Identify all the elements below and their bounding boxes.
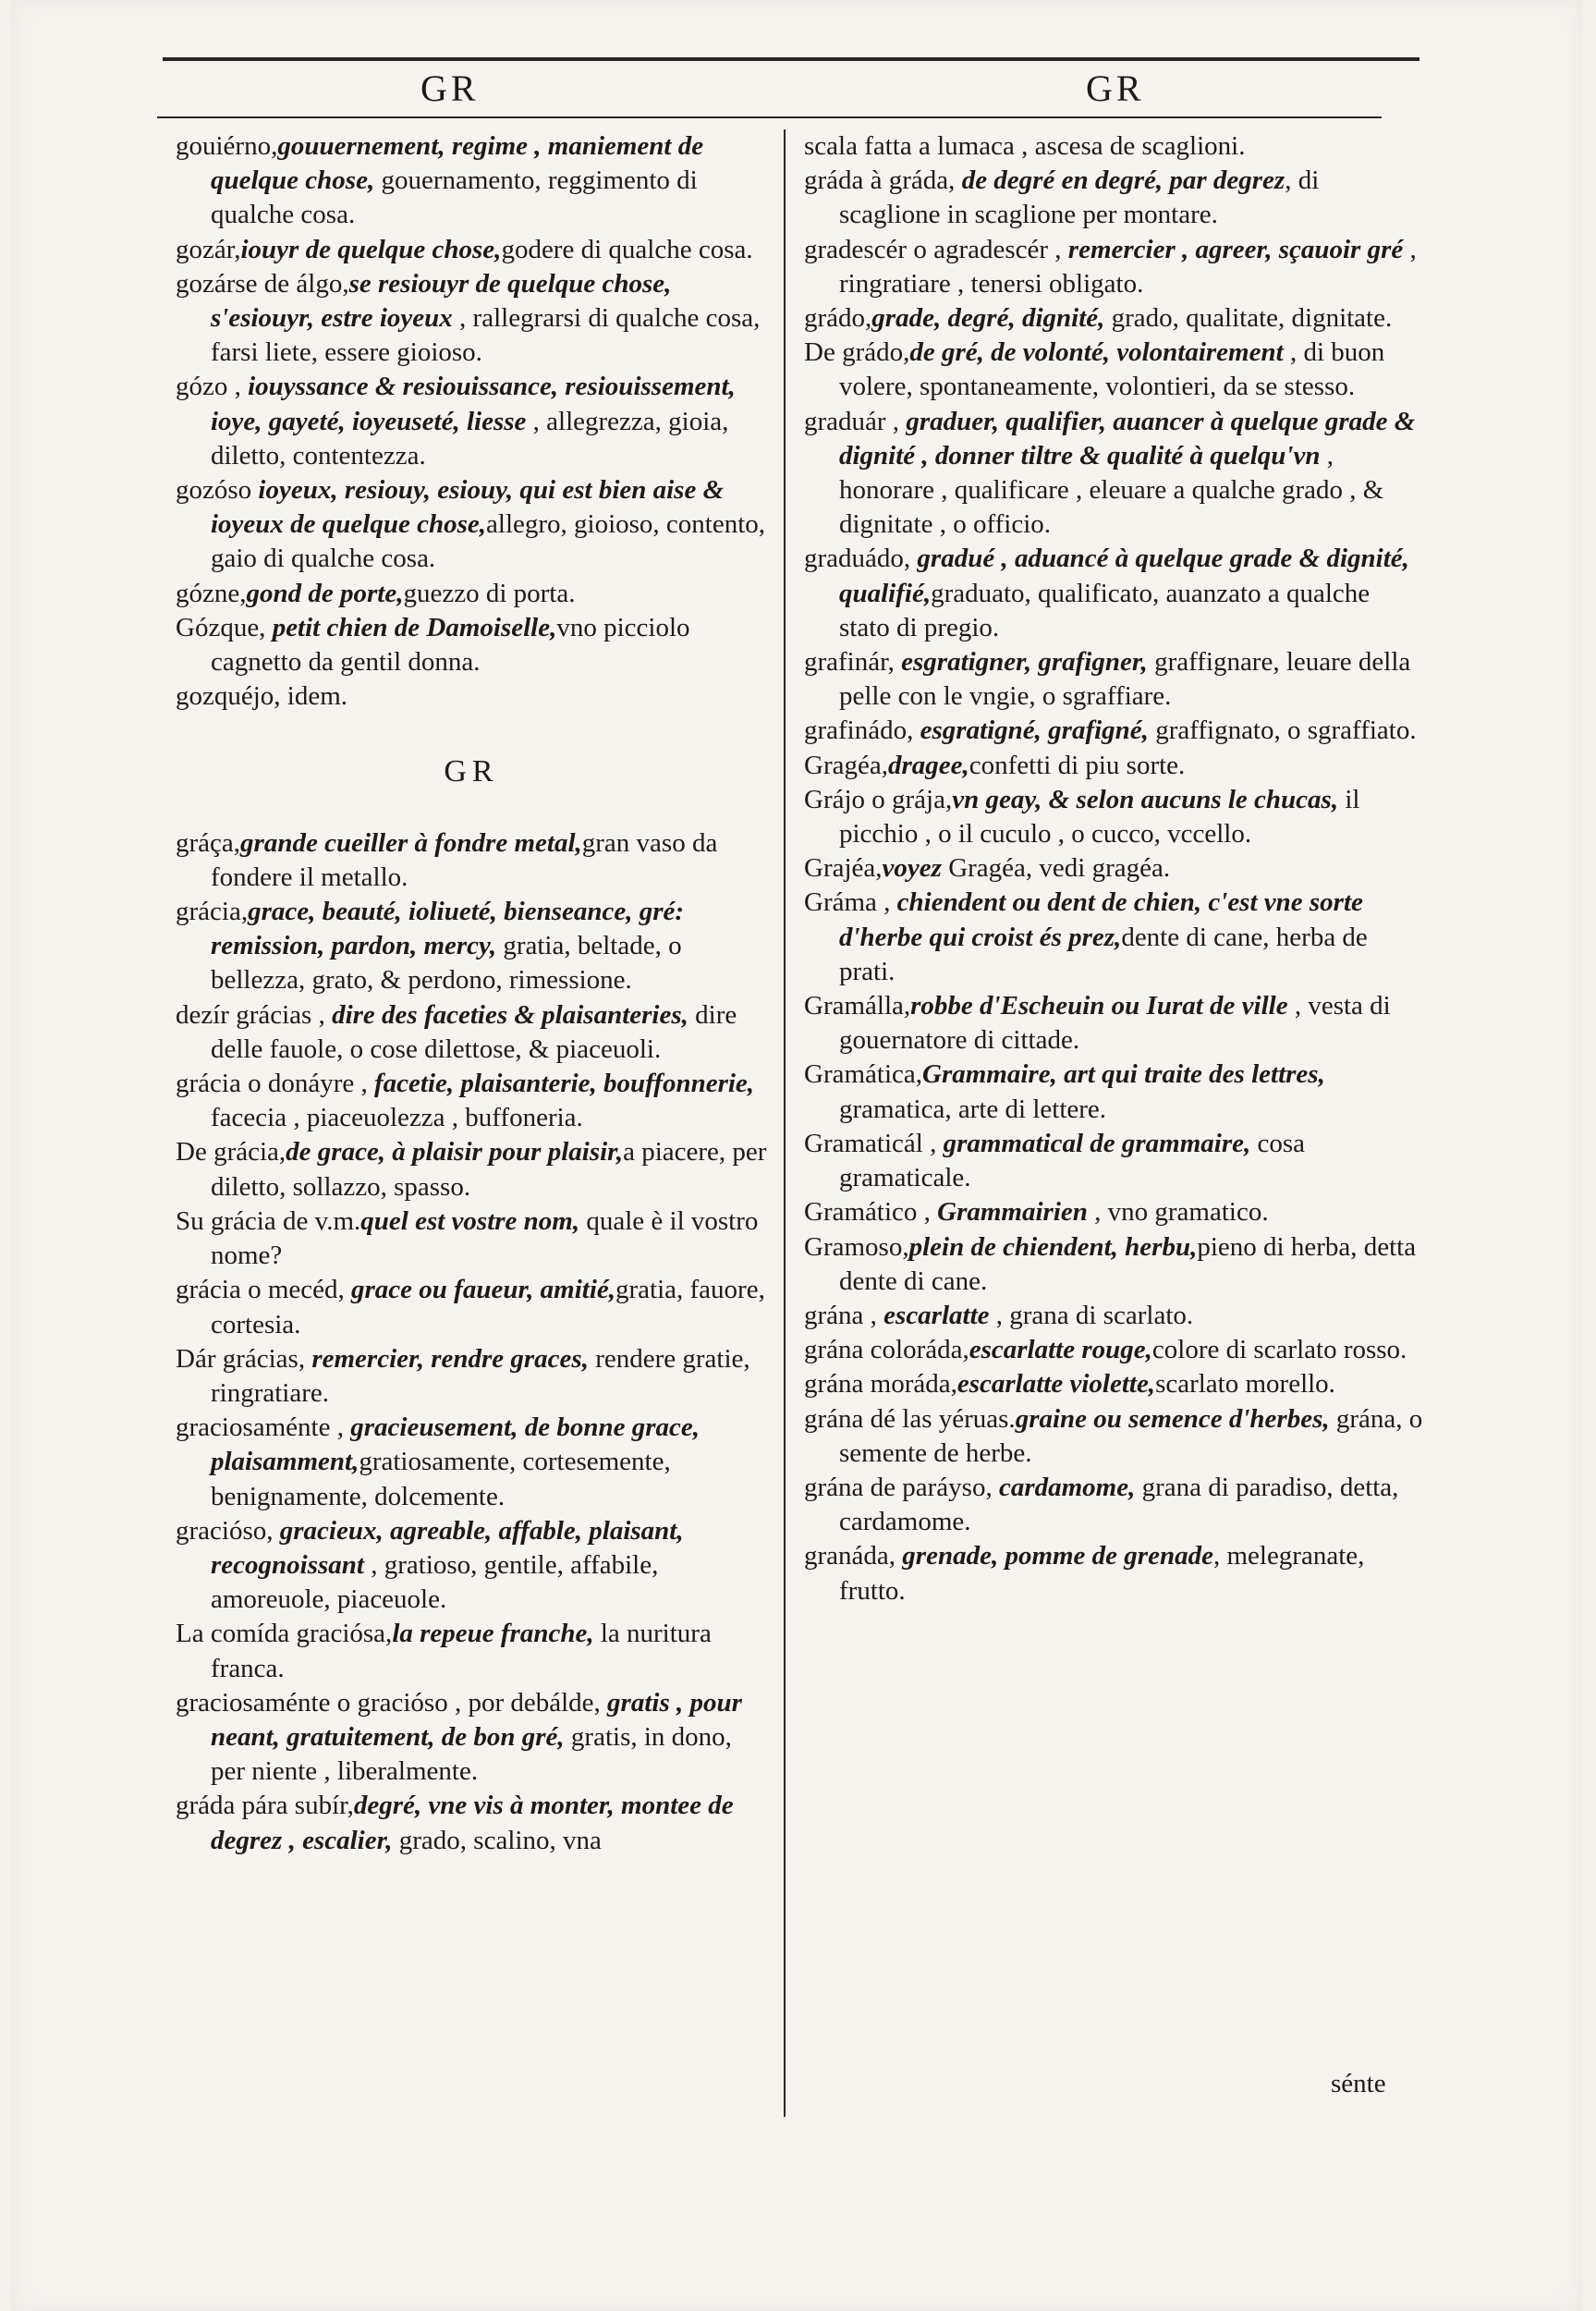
entry-text: graduato, qualificato, auanzato a qualche stato di pregio. [839, 578, 1371, 642]
entry-text: confetti di piu sorte. [969, 750, 1186, 780]
dictionary-entry [176, 267, 767, 371]
left-entries-top [176, 129, 767, 714]
entry-text: gráça, [176, 827, 241, 858]
dictionary-entry [804, 1539, 1423, 1608]
dictionary-entry [804, 1127, 1423, 1195]
column-divider [784, 129, 786, 2117]
entry-text: grána , [804, 1300, 884, 1330]
entry-text: colore di scarlato rosso. [1151, 1335, 1407, 1365]
french-gloss: gouuernement, regime , maniement de quelque chose, [211, 131, 704, 196]
entry-text: gozquéjo, idem. [176, 681, 348, 712]
dictionary-entry [804, 233, 1423, 301]
dictionary-entry [804, 749, 1423, 783]
entry-text: Gramático , [804, 1197, 938, 1228]
entry-text: dire delle fauole, o cose dilettose, & piaceuoli. [211, 999, 737, 1064]
entry-text: il picchio , o il cuculo , o cucco, vccello. [839, 784, 1360, 850]
french-gloss: Grammaire, art qui traite des lettres, [922, 1059, 1325, 1090]
catchword: sénte [1331, 2069, 1386, 2098]
entry-text: Su grácia de v.m. [176, 1205, 361, 1236]
french-gloss: dragee, [887, 750, 969, 780]
entry-text: gózo , [176, 372, 249, 402]
dictionary-entry [804, 783, 1423, 851]
entry-text: , grana di scarlato. [989, 1300, 1194, 1330]
entry-text: graffignare, leuare della pelle con le vngie, o sgraffiare. [839, 647, 1411, 712]
french-gloss: se resiouyr de quelque chose, s'esiouyr, estre ioyeux [211, 268, 672, 334]
entry-text: Gráma , [804, 887, 897, 918]
french-gloss: plein de chiendent, herbu, [908, 1231, 1198, 1262]
entry-text: , rallegrarsi di qualche cosa, farsi liete, essere gioioso. [211, 303, 761, 368]
entry-text: Gózque, [176, 612, 273, 642]
dictionary-entry [176, 895, 767, 998]
dictionary-entry [176, 370, 767, 473]
entry-text: grána de paráyso, [804, 1472, 999, 1502]
dictionary-entry [176, 1135, 767, 1204]
entry-text: gozóso [176, 475, 259, 506]
entry-text: Gramática, [804, 1059, 923, 1090]
french-gloss: gond de porte, [246, 578, 404, 608]
entry-text: graduár , [804, 406, 907, 436]
entry-text: grácia o mecéd, [176, 1275, 352, 1305]
dictionary-entry [176, 1514, 767, 1618]
entry-text: gráda pára subír, [176, 1791, 354, 1821]
entry-text: , gratioso, gentile, affabile, amoreuole, piaceuole. [211, 1549, 659, 1615]
french-gloss: graine ou semence d'herbes, [1015, 1403, 1330, 1434]
entry-text: Gramálla, [804, 991, 911, 1021]
entry-text: gramatica, arte di lettere. [839, 1094, 1107, 1124]
entry-text: , melegranate, frutto. [839, 1541, 1365, 1606]
entry-text: , ringratiare , tenersi obligato. [839, 234, 1417, 299]
french-gloss: chiendent ou dent de chien, c'est vne sorte d'herbe qui croist és prez, [839, 887, 1363, 952]
french-gloss: de degré en degré, par degrez [961, 165, 1285, 196]
entry-text: grána moráda, [804, 1369, 957, 1400]
french-gloss: facetie, plaisanterie, bouffonnerie, [373, 1069, 755, 1099]
entry-text: Grájo o grája, [804, 784, 953, 814]
entry-text: la nuritura franca. [211, 1619, 712, 1683]
entry-text: Gragéa, [804, 750, 888, 780]
entry-text: , allegrezza, gioia, diletto, contentezza. [211, 406, 729, 471]
entry-text: graciosaménte , [176, 1412, 351, 1443]
entry-text: La comída graciósa, [176, 1619, 393, 1649]
french-gloss: graduer, qualifier, auancer à quelque grade & dignité , donner tiltre & qualité à quelqu'vn [839, 406, 1416, 471]
running-head-right: GR [1086, 67, 1145, 109]
entry-text: grána, o semente de herbe. [839, 1403, 1423, 1468]
entry-text: Dár grácias, [176, 1343, 312, 1374]
dictionary-entry [804, 989, 1423, 1058]
french-gloss: gracieusement, de bonne grace, plaisamment, [211, 1412, 700, 1477]
dictionary-entry [176, 1204, 767, 1273]
french-gloss: grace ou faueur, amitié, [351, 1275, 615, 1305]
dictionary-entry [176, 1789, 767, 1857]
french-gloss: esgratigner, grafigner, [901, 647, 1148, 678]
entry-text: quale è il vostro nome? [211, 1205, 759, 1271]
entry-text: scarlato morello. [1155, 1369, 1335, 1400]
french-gloss: cardamome, [998, 1472, 1136, 1502]
entry-text: grado, qualitate, dignitate. [1104, 303, 1393, 334]
dictionary-entry [804, 301, 1423, 336]
entry-text: gran vaso da fondere il metallo. [211, 827, 718, 892]
head-rule-right [790, 116, 1382, 118]
entry-text: allegro, gioioso, contento, gaio di qualche cosa. [211, 509, 766, 574]
dictionary-entry [804, 336, 1423, 404]
french-gloss: remercier, rendre graces, [311, 1343, 589, 1374]
dictionary-entry [176, 1342, 767, 1411]
entry-text: grácia o donáyre , [176, 1069, 374, 1099]
dictionary-entry [804, 1195, 1423, 1229]
entry-text: Gramoso, [804, 1231, 909, 1262]
entry-text: graciosaménte o gracióso , por debálde, [176, 1687, 608, 1718]
french-gloss: iouyr de quelque chose, [240, 234, 502, 264]
entry-text: gracióso, [176, 1515, 280, 1546]
dictionary-entry [176, 679, 767, 714]
french-gloss: grammatical de grammaire, [943, 1128, 1251, 1158]
dictionary-entry [176, 1411, 767, 1514]
french-gloss: Grammairien [937, 1197, 1088, 1228]
dictionary-entry [804, 129, 1423, 164]
dictionary-entry [804, 714, 1423, 748]
entry-text: rendere gratie, ringratiare. [211, 1343, 750, 1408]
entry-text: gouiérno, [176, 131, 278, 161]
dictionary-entry [804, 886, 1423, 989]
dictionary-entry [804, 645, 1423, 714]
entry-text: gráda à gráda, [804, 165, 962, 196]
entry-text: grana di paradiso, detta, cardamome. [839, 1472, 1399, 1537]
french-gloss: escarlatte violette, [956, 1369, 1156, 1400]
head-rule-left [157, 116, 804, 118]
dictionary-entry [176, 1273, 767, 1341]
entry-text: grafinádo, [804, 715, 920, 746]
entry-text: cosa gramaticale. [839, 1128, 1306, 1193]
left-column [176, 129, 767, 1858]
french-gloss: grace, beauté, ioliueté, bienseance, gré: remission, pardon, mercy, [211, 897, 685, 961]
french-gloss: la repeue franche, [392, 1619, 594, 1649]
french-gloss: esgratigné, grafigné, [920, 715, 1149, 746]
entry-text: pieno di herba, detta dente di cane. [839, 1231, 1417, 1296]
french-gloss: de gré, de volonté, volontairement [909, 337, 1284, 368]
right-column [804, 129, 1423, 1608]
dictionary-entry [804, 1230, 1423, 1299]
french-gloss: voyez [882, 853, 942, 884]
french-gloss: grenade, pomme de grenade [902, 1541, 1213, 1571]
french-gloss: escarlatte [883, 1300, 990, 1330]
dictionary-entry [804, 405, 1423, 543]
entry-text: grafinár, [804, 647, 902, 678]
entry-text: guezzo di porta. [403, 578, 576, 608]
entry-text: Grajéa, [804, 853, 883, 884]
french-gloss: de grace, à plaisir pour plaisir, [286, 1137, 624, 1168]
dictionary-entry [804, 1402, 1423, 1471]
entry-text: gratiosamente, cortesemente, benignamente, dolcemente. [211, 1447, 671, 1511]
dictionary-entry [176, 611, 767, 679]
dictionary-entry [804, 1367, 1423, 1401]
right-entries [804, 129, 1423, 1608]
entry-text: grána coloráda, [804, 1335, 969, 1365]
entry-text: gratis, in dono, per niente , liberalmente. [211, 1721, 732, 1787]
entry-text: gozárse de álgo, [176, 268, 349, 299]
entry-text: dente di cane, herba de prati. [839, 922, 1368, 986]
french-gloss: grande cueiller à fondre metal, [240, 827, 582, 858]
entry-text: , honorare , qualificare , eleuare a qualche grado , & dignitate , o officio. [839, 440, 1384, 540]
entry-text: grado, scalino, vna [392, 1825, 602, 1855]
french-gloss: escarlatte rouge, [969, 1335, 1152, 1365]
french-gloss: petit chien de Damoiselle, [272, 612, 557, 642]
dictionary-entry [176, 1686, 767, 1790]
dictionary-entry [176, 129, 767, 233]
dictionary-entry [804, 542, 1423, 645]
entry-text: a piacere, per diletto, sollazzo, spasso. [211, 1137, 767, 1202]
dictionary-entry [176, 1067, 767, 1135]
french-gloss: gradué , aduancé à quelque grade & dignité, qualifié, [839, 544, 1409, 608]
entry-text: , di buon volere, spontaneamente, volontieri, da se stesso. [839, 337, 1385, 402]
dictionary-entry [176, 826, 767, 895]
running-head-left: GR [420, 67, 480, 109]
entry-text: dezír grácias , [176, 999, 333, 1030]
entry-text: godere di qualche cosa. [501, 234, 753, 264]
left-entries-bottom [176, 826, 767, 1858]
dictionary-entry [176, 473, 767, 577]
entry-text: grána dé las yéruas. [804, 1403, 1016, 1434]
entry-text: gradescér o agradescér , [804, 234, 1068, 264]
section-heading: GR [444, 754, 499, 789]
entry-text: , vesta di gouernatore di cittade. [839, 991, 1391, 1056]
french-gloss: gracieux, agreable, affable, plaisant, recognoissant [211, 1515, 684, 1580]
dictionary-entry [176, 233, 767, 267]
dictionary-entry [804, 1333, 1423, 1367]
french-gloss: grade, degré, dignité, [871, 303, 1105, 334]
french-gloss: quel est vostre nom, [360, 1205, 580, 1236]
entry-text: granáda, [804, 1541, 903, 1571]
entry-text: De grácia, [176, 1137, 286, 1168]
entry-text: Gragéa, vedi gragéa. [941, 853, 1171, 884]
french-gloss: gratis , pour neant, gratuitement, de bon gré, [211, 1687, 742, 1752]
french-gloss: vn geay, & selon aucuns le chucas, [952, 784, 1339, 814]
entry-text: gózne, [176, 578, 247, 608]
entry-text: graduádo, [804, 544, 918, 574]
french-gloss: degré, vne vis à monter, montee de degrez , escalier, [211, 1791, 734, 1855]
entry-text: grádo, [804, 303, 872, 334]
entry-text: , di scaglione in scaglione per montare. [839, 165, 1320, 230]
entry-text: gratia, fauore, cortesia. [211, 1275, 765, 1339]
entry-text: grácia, [176, 897, 249, 927]
dictionary-entry [804, 164, 1423, 232]
french-gloss: remercier , agreer, sçauoir gré [1067, 234, 1404, 264]
top-rule [163, 57, 1419, 61]
entry-text: gozár, [176, 234, 241, 264]
entry-text: Gramaticál , [804, 1128, 944, 1158]
french-gloss: robbe d'Escheuin ou Iurat de ville [910, 991, 1288, 1021]
french-gloss: iouyssance & resiouissance, resiouissement, ioye, gayeté, ioyeuseté, liesse [211, 372, 736, 436]
entry-text: , vno gramatico. [1087, 1197, 1269, 1228]
dictionary-entry [176, 577, 767, 611]
entry-text: gratia, beltade, o bellezza, grato, & perdono, rimessione. [211, 931, 682, 996]
entry-text: gouernamento, reggimento di qualche cosa. [211, 165, 698, 230]
entry-text: facecia , piaceuolezza , buffoneria. [211, 1103, 583, 1133]
dictionary-entry [176, 1617, 767, 1685]
entry-text: graffignato, o sgraffiato. [1148, 715, 1417, 746]
french-gloss: ioyeux, resiouy, esiouy, qui est bien aise & ioyeux de quelque chose, [211, 475, 725, 540]
french-gloss: dire des faceties & plaisanteries, [332, 999, 688, 1030]
entry-text: De grádo, [804, 337, 910, 368]
dictionary-entry [804, 851, 1423, 886]
entry-text: vno picciolo cagnetto da gentil donna. [211, 612, 690, 678]
dictionary-entry [804, 1299, 1423, 1333]
entry-text: scala fatta a lumaca , ascesa de scaglioni. [804, 131, 1246, 161]
dictionary-entry [804, 1471, 1423, 1539]
dictionary-entry [804, 1058, 1423, 1126]
dictionary-entry [176, 998, 767, 1067]
